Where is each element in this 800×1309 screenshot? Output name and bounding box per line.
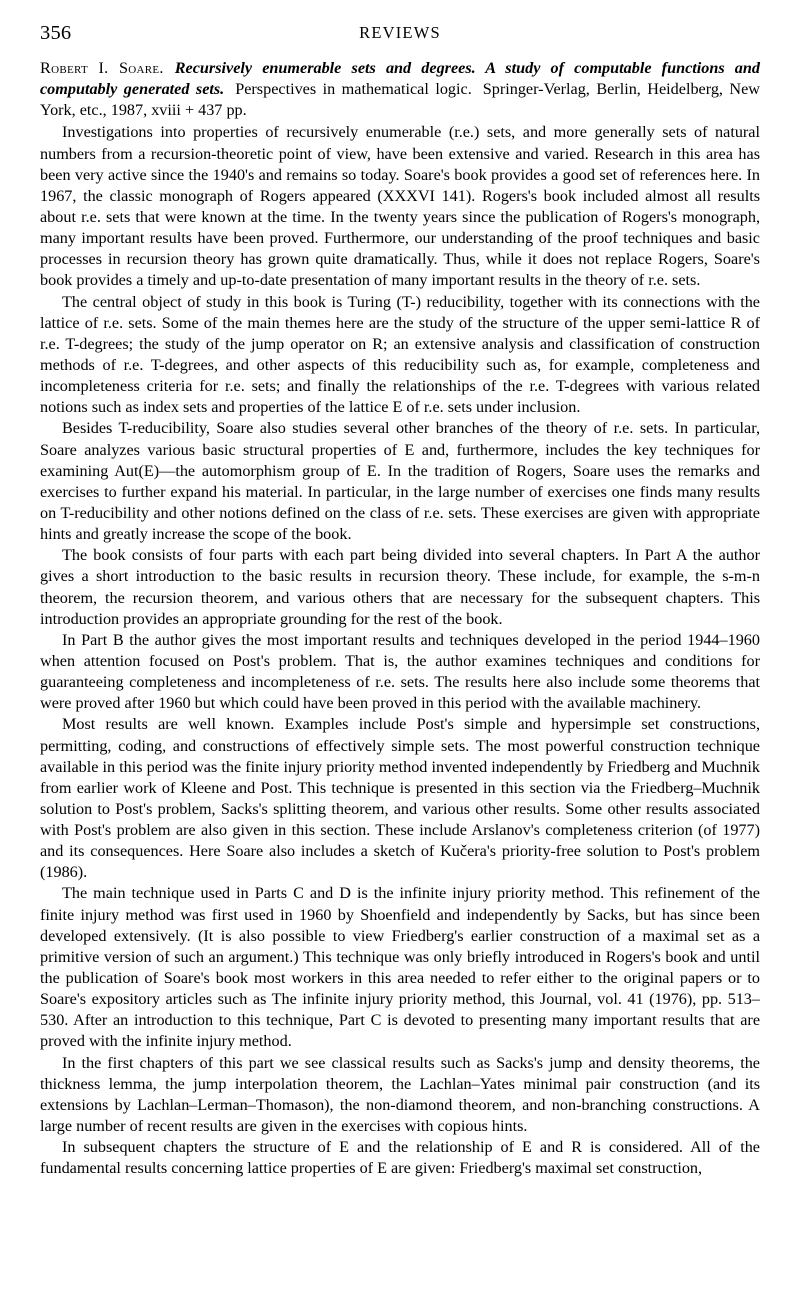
review-author: Robert I. Soare.	[40, 59, 164, 77]
review-paragraph: Investigations into properties of recursively enumerable (r.e.) sets, and more generally sets of natural numbers from a recursion-theoretic point of view, have been extensive and varied. Research in this area has been very active since the 1940's and remains so today. Soare's book provides a good set of references here. In 1967, the classic monograph of Rogers appeared (XXXVI 141). Rogers's book included almost all results about r.e. sets that were known at the time. In the twenty years since the publication of Rogers's monograph, many important results have been proved. Furthermore, our understanding of the proof techniques and basic processes in recursion theory has grown quite dramatically. Thus, while it does not replace Rogers, Soare's book provides a timely and up-to-date presentation of many important results in the theory of r.e. sets.	[40, 123, 760, 290]
review-heading	[40, 58, 760, 121]
review-paragraph: The book consists of four parts with each part being divided into several chapters. In Part A the author gives a short introduction to the basic results in recursion theory. These include, for example, the s-m-n theorem, the recursion theorem, and various others that are necessary for the subsequent chapters. This introduction provides an appropriate grounding for the rest of the book.	[40, 546, 760, 628]
review-paragraph: In Part B the author gives the most important results and techniques developed in the period 1944–1960 when attention focused on Post's problem. That is, the author examines techniques and conditions for guaranteeing completeness and incompleteness of r.e. sets. The results here also include some theorems that were proved after 1960 but which could have been proved in this period with the available machinery.	[40, 630, 760, 713]
page-header	[40, 22, 760, 52]
review-publisher: Springer-Verlag, Berlin, Heidelberg, New York, etc., 1987, xviii + 437 pp.	[40, 80, 760, 120]
page-number: 356	[40, 22, 72, 44]
review-paragraph: The main technique used in Parts C and D is the infinite injury priority method. This refinement of the finite injury method was first used in 1960 by Shoenfield and independently by Sacks, but has since been developed extensively. (It is also possible to view Friedberg's earlier construction of a maximal set as a primitive version of such an argument.) This technique was only briefly introduced in Rogers's book and until the publication of Soare's book most workers in this area needed to refer either to the original papers or to Soare's expository articles such as The infinite injury priority method, this Journal, vol. 41 (1976), pp. 513–530. After an introduction to this technique, Part C is devoted to presenting many important results that are proved with the infinite injury method.	[40, 884, 760, 1051]
running-title: REVIEWS	[359, 23, 441, 42]
review-paragraph: The central object of study in this book is Turing (T-) reducibility, together with its connections with the lattice of r.e. sets. Some of the main themes here are the study of the structure of the upper semi-lattice R of r.e. T-degrees; the study of the jump operator on R; an extensive analysis and classification of construction methods of r.e. T-degrees, and other aspects of this reducibility such as, for example, completeness and incompleteness criteria for r.e. sets; and finally the relationships of the r.e. T-degrees with various related notions such as index sets and properties of the lattice E of r.e. sets under inclusion.	[40, 292, 760, 417]
review-series: Perspectives in mathematical logic.	[235, 80, 472, 99]
review-body	[40, 58, 760, 1179]
review-title: Recursively enumerable sets and degrees. A study of computable functions and computably generated sets.	[40, 59, 760, 99]
review-paragraph: Besides T-reducibility, Soare also studies several other branches of the theory of r.e. sets. In particular, Soare analyzes various basic structural properties of E and, furthermore, includes the key techniques for examining Aut(E)—the automorphism group of E. In the tradition of Rogers, Soare uses the remarks and exercises to further expand his material. In particular, in the large number of exercises one finds many results on T-reducibility and other notions defined on the class of r.e. sets. These exercises are given with appropriate hints and greatly increase the scope of the book.	[40, 419, 760, 544]
review-paragraph: In subsequent chapters the structure of E and the relationship of E and R is considered. All of the fundamental results concerning lattice properties of E are given: Friedberg's maximal set construction,	[40, 1138, 760, 1178]
review-paragraph: Most results are well known. Examples include Post's simple and hypersimple set constructions, permitting, coding, and constructions of effectively simple sets. The most powerful construction technique available in this period was the finite injury priority method invented independently by Friedberg and Muchnik from earlier work of Kleene and Post. This technique is presented in this section via the Friedberg–Muchnik solution to Post's problem, Sacks's splitting theorem, and various other results. Some other results associated with Post's problem are also given in this section. These include Arslanov's completeness criterion (of 1977) and its consequences. Here Soare also includes a sketch of Kučera's priority-free solution to Post's problem (1986).	[40, 715, 760, 882]
review-paragraph: In the first chapters of this part we see classical results such as Sacks's jump and density theorems, the thickness lemma, the jump interpolation theorem, the Lachlan–Yates minimal pair construction (and its extensions by Lachlan–Lerman–Thomason), the non-diamond theorem, and non-branching constructions. A large number of recent results are given in the exercises with copious hints.	[40, 1053, 760, 1136]
